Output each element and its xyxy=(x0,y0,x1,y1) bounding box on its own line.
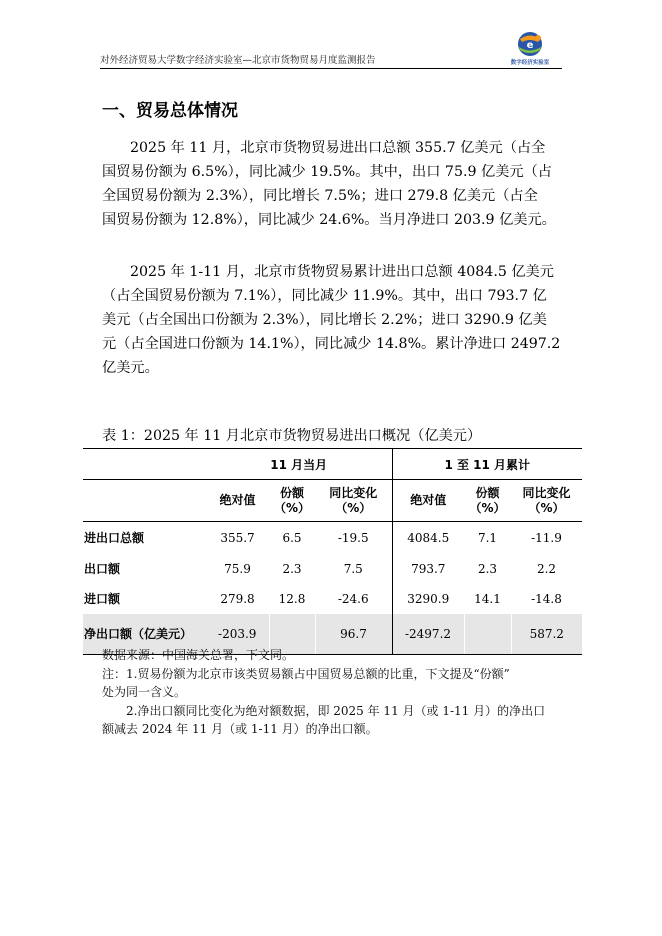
column-header: 同比变化 （%） xyxy=(511,480,582,522)
column-header: 份额 （%） xyxy=(269,480,315,522)
row-label: 出口额 xyxy=(84,562,121,576)
table-row xyxy=(83,584,582,614)
header-title: 对外经济贸易大学数字经济实验室—北京市货物贸易月度监测报告 xyxy=(100,55,376,66)
table-cell: 587.2 xyxy=(511,614,582,655)
table-cell: -19.5 xyxy=(337,530,369,545)
table-cell: 793.7 xyxy=(392,554,464,584)
table-cell: -24.6 xyxy=(337,591,369,606)
row-label: 进出口总额 xyxy=(84,531,145,546)
paragraph-line: 2025 年 1-11 月，北京市货物贸易累计进出口总额 4084.5 亿美元 xyxy=(130,264,554,280)
table-cell: 75.9 xyxy=(224,561,251,576)
paragraph-line: 亿美元。 xyxy=(102,360,159,376)
table-group-header-row xyxy=(83,449,582,480)
table-title: 表 1：2025 年 11 月北京市货物贸易进出口概况（亿美元） xyxy=(102,428,482,444)
footnote-2-line-1: 2.净出口额同比变化为绝对额数据，即 2025 年 11 月（或 1-11 月）的净出口 xyxy=(126,704,546,718)
table-cell: 12.8 xyxy=(278,591,306,606)
column-header: 同比变化 （%） xyxy=(315,480,392,522)
paragraph-line: 美元（占全国出口份额为 2.3%），同比增长 2.2%；进口 3290.9 亿美 xyxy=(102,312,547,328)
footnote-1-line-1: 注：1.贸易份额为北京市该类贸易额占中国贸易总额的比重，下文提及“份额” xyxy=(102,667,510,681)
trade-summary-table xyxy=(83,448,582,655)
globe-logo-icon xyxy=(502,30,558,60)
table-cell: 2.3 xyxy=(477,561,498,576)
table-cell: 355.7 xyxy=(220,530,255,545)
table-cell: 3290.9 xyxy=(392,584,464,614)
lab-logo xyxy=(502,30,558,66)
footnote-2-line-2: 额减去 2024 年 11 月（或 1-11 月）的净出口额。 xyxy=(102,722,378,736)
table-cell: 96.7 xyxy=(315,614,392,655)
table-row xyxy=(83,522,582,554)
data-source-note: 数据来源：中国海关总署，下文同。 xyxy=(102,648,295,662)
table-cell: -203.9 xyxy=(206,614,269,655)
paragraph-line: （占全国贸易份额为 7.1%），同比减少 11.9%。其中，出口 793.7 亿 xyxy=(102,288,547,304)
footnote-1-line-2: 处为同一含义。 xyxy=(102,685,187,699)
group-header-cumulative: 1 至 11 月累计 xyxy=(392,449,582,480)
paragraph-line: 元（占全国进口份额为 14.1%），同比减少 14.8%。累计净进口 2497.2 xyxy=(102,336,561,352)
column-header: 绝对值 xyxy=(206,480,269,522)
table-cell: 6.5 xyxy=(282,530,302,545)
paragraph-line: 全国贸易份额为 2.3%），同比增长 7.5%；进口 279.8 亿美元（占全 xyxy=(102,188,538,204)
logo-caption: 数字经济实验室 xyxy=(510,60,550,66)
section-title: 一、贸易总体情况 xyxy=(102,101,238,121)
row-label: 进口额 xyxy=(84,592,121,606)
column-header: 份额 （%） xyxy=(464,480,511,522)
paragraph-cumulative xyxy=(102,260,562,380)
page-header xyxy=(100,30,562,69)
paragraph-monthly xyxy=(102,136,562,232)
table-cell: 2.3 xyxy=(282,561,302,576)
table-cell: 7.1 xyxy=(477,530,498,545)
table-cell: 4084.5 xyxy=(392,522,464,554)
column-header: 绝对值 xyxy=(392,480,464,522)
table-row xyxy=(83,554,582,584)
group-header-monthly: 11 月当月 xyxy=(206,449,392,480)
table-cell: 14.1 xyxy=(474,591,501,606)
svg-text:e: e xyxy=(526,40,534,51)
paragraph-line: 2025 年 11 月，北京市货物贸易进出口总额 355.7 亿美元（占全 xyxy=(130,140,546,156)
paragraph-line: 国贸易份额为 6.5%），同比减少 19.5%。其中，出口 75.9 亿美元（占 xyxy=(102,164,552,180)
table-cell: -14.8 xyxy=(531,591,562,606)
table-column-header-row xyxy=(83,480,582,522)
row-label: 净出口额（亿美元） xyxy=(83,614,206,655)
table-cell: 7.5 xyxy=(343,561,363,576)
table-cell: -11.9 xyxy=(531,530,562,545)
table-cell: 2.2 xyxy=(536,561,557,576)
table-cell xyxy=(464,614,511,655)
table-cell: -2497.2 xyxy=(392,614,464,655)
paragraph-line: 国贸易份额为 12.8%），同比减少 24.6%。当月净进口 203.9 亿美元。 xyxy=(102,212,556,228)
table-cell: 279.8 xyxy=(220,591,255,606)
